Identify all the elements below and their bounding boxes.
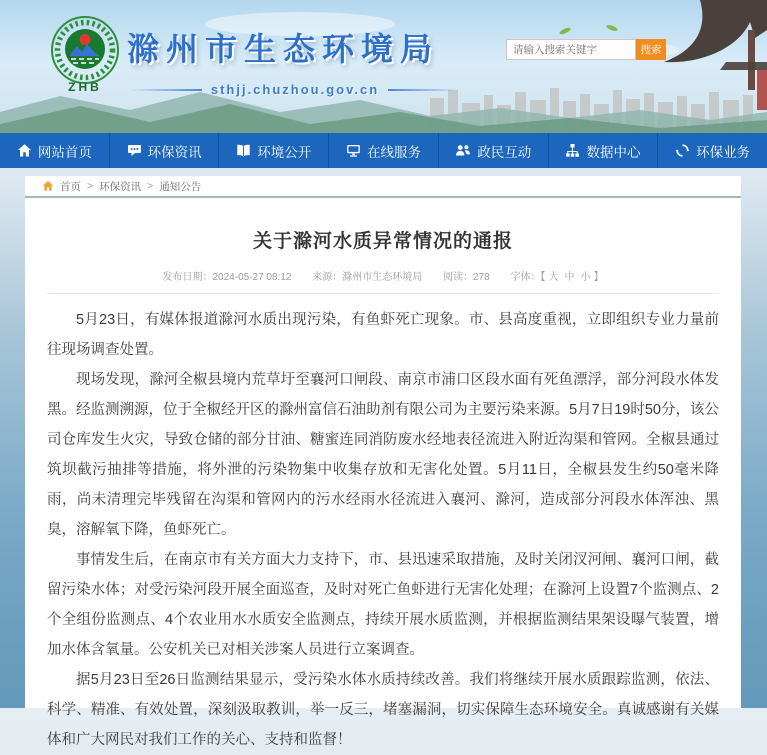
url-decor-line-left	[130, 89, 202, 91]
search-box	[506, 39, 666, 60]
nav-item-online-service[interactable]	[329, 133, 439, 168]
font-size-label: 字体：	[510, 272, 541, 283]
article-meta	[47, 268, 719, 294]
sitemap-icon	[565, 143, 580, 158]
nav-item-label: 网站首页	[37, 144, 92, 160]
nav-item-label: 数据中心	[586, 144, 641, 160]
nav-item-disclosure[interactable]	[219, 133, 329, 168]
nav-item-label: 在线服务	[367, 144, 422, 160]
bracket-close: 】	[593, 272, 604, 283]
article	[25, 226, 741, 755]
font-size-medium-button[interactable]: 中	[564, 272, 575, 283]
nav-item-label: 环境公开	[257, 144, 312, 160]
people-icon	[455, 143, 471, 158]
publish-date	[163, 272, 292, 283]
article-paragraph: 现场发现，滁河全椒县境内荒草圩至襄河口闸段、南京市浦口区段水面有死鱼漂浮，部分河段水体发黑。经监测溯源，位于全椒经开区的滁州富信石油助剂有限公司为主要污染来源。5月7日19时50分，该公司仓库发生火灾，导致仓储的部分甘油、糖蜜连同消防废水经地表径流进入附近沟渠和管网。全椒县通过筑坝截污抽排等措施，将外泄的污染物集中收集存放和无害化处置。5月11日，全椒县发生约50毫米降雨，尚未清理完毕残留在沟渠和管网内的污水经雨水径流进入襄河、滁河，造成部分河段水体浑浊、黑臭，溶解氧下降，鱼虾死亡。	[47, 372, 719, 538]
article-paragraph: 据5月23日至26日监测结果显示，受污染水体水质持续改善。我们将继续开展水质跟踪监测，依法、科学、精准、有效处置，深刻汲取教训，举一反三，堵塞漏洞，切实保障生态环境安全。真诚感谢有关媒体和广大网民对我们工作的关心、支持和监督！	[47, 672, 719, 748]
monitor-icon	[346, 143, 361, 158]
breadcrumb-item-news[interactable]: 环保资讯	[99, 180, 142, 193]
view-count	[443, 272, 490, 283]
chat-icon	[127, 143, 142, 158]
site-title: 滁州市生态环境局	[127, 31, 440, 67]
nav-item-news[interactable]	[110, 133, 220, 168]
nav-item-interaction[interactable]	[439, 133, 549, 168]
article-title: 关于滁河水质异常情况的通报	[252, 231, 513, 252]
main-nav	[0, 133, 767, 168]
breadcrumb-home-icon	[42, 180, 54, 192]
home-icon	[17, 143, 32, 158]
publish-date-label: 发布日期：	[162, 272, 213, 283]
nav-item-home[interactable]	[0, 133, 110, 168]
breadcrumb-separator: >	[147, 180, 154, 192]
nav-item-data-center[interactable]	[549, 133, 659, 168]
bracket-open: 【	[540, 272, 546, 283]
book-icon	[236, 143, 251, 158]
source-label: 来源：	[312, 272, 343, 283]
logo-text: ZHB	[68, 80, 102, 94]
recycle-icon	[675, 143, 690, 158]
font-size-control	[511, 272, 604, 283]
search-input[interactable]	[506, 39, 636, 60]
bureau-logo	[49, 12, 121, 100]
site-banner	[0, 0, 767, 133]
article-body	[47, 305, 719, 755]
site-url: sthjj.chuzhou.gov.cn	[210, 82, 380, 97]
site-url-row	[130, 82, 460, 97]
article-source	[312, 272, 422, 283]
content-panel	[25, 176, 741, 748]
article-paragraph: 事情发生后，在南京市有关方面大力支持下，市、县迅速采取措施，及时关闭汊河闸、襄河口闸，截留污染水体；对受污染河段开展全面巡查，及时对死亡鱼虾进行无害化处理；在滁河上设置7个监测点、2个全组份监测点、4个农业用水水质安全监测点，持续开展水质监测，并根据监测结果架设曝气装置，增加水体含氧量。公安机关已对相关涉案人员进行立案调查。	[47, 552, 719, 658]
nav-item-label: 环保资讯	[147, 144, 202, 160]
search-button[interactable]: 搜索	[636, 39, 666, 60]
nav-item-label: 环保业务	[696, 144, 751, 160]
views-label: 阅读：	[443, 272, 474, 283]
font-size-large-button[interactable]: 大	[548, 272, 559, 283]
source-value: 滁州市生态环境局	[342, 272, 423, 283]
publish-date-value: 2024-05-27 08:12	[212, 272, 292, 283]
views-value: 278	[473, 272, 490, 283]
url-decor-line-right	[388, 89, 460, 91]
nav-item-label: 政民互动	[477, 144, 532, 160]
breadcrumb	[25, 176, 741, 198]
article-paragraph: 5月23日，有媒体报道滁河水质出现污染，有鱼虾死亡现象。市、县高度重视，立即组织专业力量前往现场调查处置。	[47, 312, 719, 358]
breadcrumb-item-home[interactable]: 首页	[60, 180, 81, 193]
breadcrumb-separator: >	[87, 180, 94, 192]
font-size-small-button[interactable]: 小	[580, 272, 591, 283]
nav-item-eco-business[interactable]	[658, 133, 767, 168]
breadcrumb-item-notice[interactable]: 通知公告	[159, 180, 202, 193]
